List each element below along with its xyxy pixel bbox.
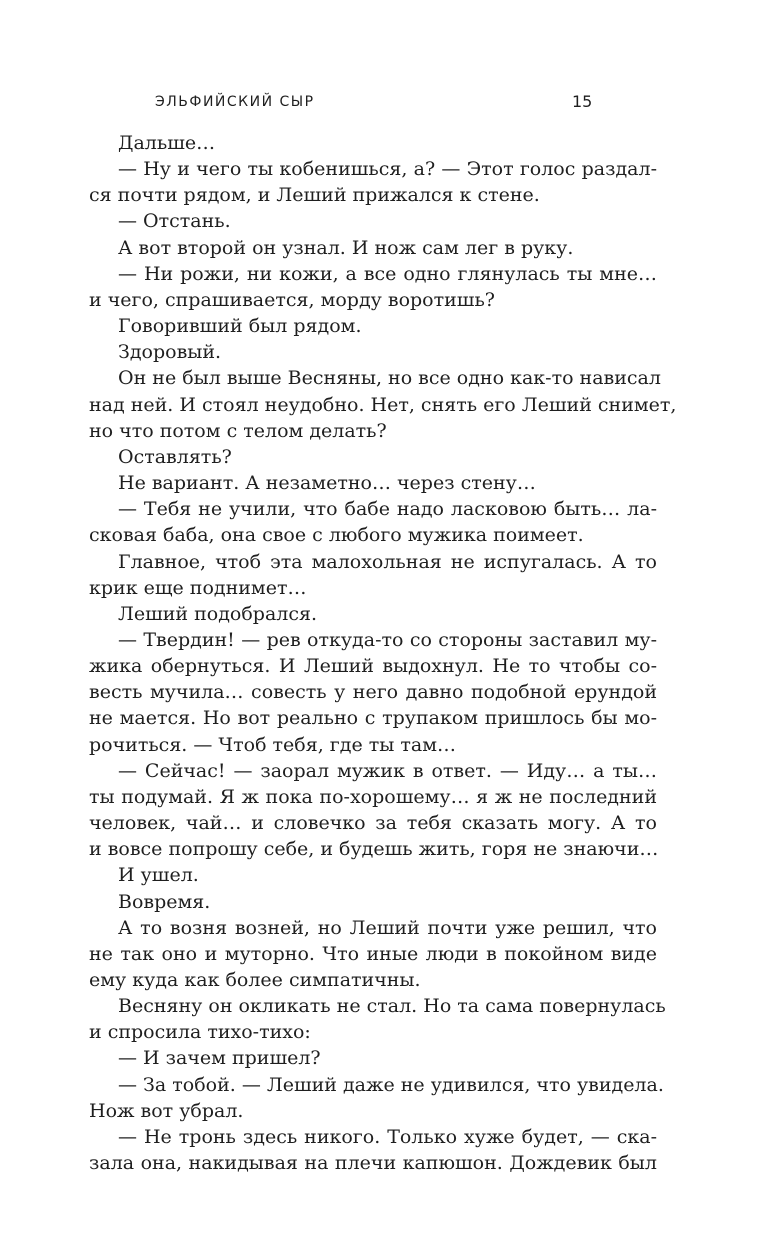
text-line: крик еще поднимет…: [89, 576, 307, 599]
page-number: 15: [572, 92, 593, 111]
body-text: [89, 130, 677, 1176]
text-line: Главное, чтоб эта малохольная не испугалась. А то: [118, 550, 657, 573]
text-line: Дальше…: [118, 132, 216, 154]
text-line: весть мучила… совесть у него давно подобной ерундой: [89, 681, 657, 704]
text-line: зала она, накидывая на плечи капюшон. Дождевик был: [89, 1152, 657, 1175]
text-line: над ней. И стоял неудобно. Нет, снять его Леший снимет,: [89, 393, 677, 416]
text-line: — За тобой. — Леший даже не удивился, что увидела.: [118, 1073, 664, 1096]
text-line: ты подумай. Я ж пока по-хорошему… я ж не последний: [89, 785, 657, 808]
text-line: ся почти рядом, и Леший прижался к стене.: [89, 184, 540, 207]
text-line: — Тебя не учили, что бабе надо ласковою быть… ла-: [118, 498, 657, 521]
text-line: и чего, спрашивается, морду воротишь?: [89, 288, 495, 311]
text-line: А вот второй он узнал. И нож сам лег в руку.: [118, 236, 574, 259]
text-line: Весняну он окликать не стал. Но та сама повернулась: [118, 995, 666, 1018]
text-line: — Не тронь здесь никого. Только хуже будет, — ска-: [118, 1125, 657, 1148]
text-line: Нож вот убрал.: [89, 1099, 244, 1122]
text-line: — Отстань.: [118, 210, 231, 233]
text-line: Оставлять?: [118, 445, 232, 468]
text-line: не так оно и муторно. Что иные люди в покойном виде: [89, 942, 657, 965]
text-line: и спросила тихо-тихо:: [89, 1021, 311, 1044]
text-line: Леший подобрался.: [118, 602, 318, 625]
text-line: рочиться. — Чтоб тебя, где ты там…: [89, 733, 457, 756]
text-line: А то возня возней, но Леший почти уже решил, что: [118, 916, 657, 939]
text-line: — Твердин! — рев откуда-то со стороны заставил му-: [118, 628, 657, 651]
text-line: Говоривший был рядом.: [118, 315, 362, 338]
text-line: и вовсе попрошу себе, и будешь жить, горя не знаючи…: [89, 838, 659, 861]
text-line: — Сейчас! — заорал мужик в ответ. — Иду… а ты…: [118, 759, 657, 782]
text-line: сковая баба, она свое с любого мужика поимеет.: [89, 524, 584, 547]
text-line: — Ну и чего ты кобенишься, а? — Этот голос раздал-: [118, 158, 657, 181]
text-line: Не вариант. А незаметно… через стену…: [118, 472, 536, 495]
text-line: не мается. Но вот реально с трупаком пришлось бы мо-: [89, 707, 657, 730]
text-line: человек, чай… и словечко за тебя сказать могу. А то: [89, 812, 657, 835]
text-line: И ушел.: [118, 864, 199, 887]
text-line: Он не был выше Весняны, но все одно как-то нависал: [118, 367, 661, 390]
text-line: жика обернуться. И Леший выдохнул. Не то чтобы со-: [89, 655, 657, 678]
running-title: ЭЛЬФИЙСКИЙ СЫР: [155, 94, 315, 110]
text-line: — Ни рожи, ни кожи, а все одно глянулась ты мне…: [118, 262, 657, 285]
text-line: Вовремя.: [118, 890, 211, 913]
text-line: — И зачем пришел?: [118, 1047, 321, 1070]
text-line: ему куда как более симпатичны.: [89, 969, 421, 991]
text-line: Здоровый.: [118, 341, 222, 364]
text-line: но что потом с телом делать?: [89, 419, 387, 442]
